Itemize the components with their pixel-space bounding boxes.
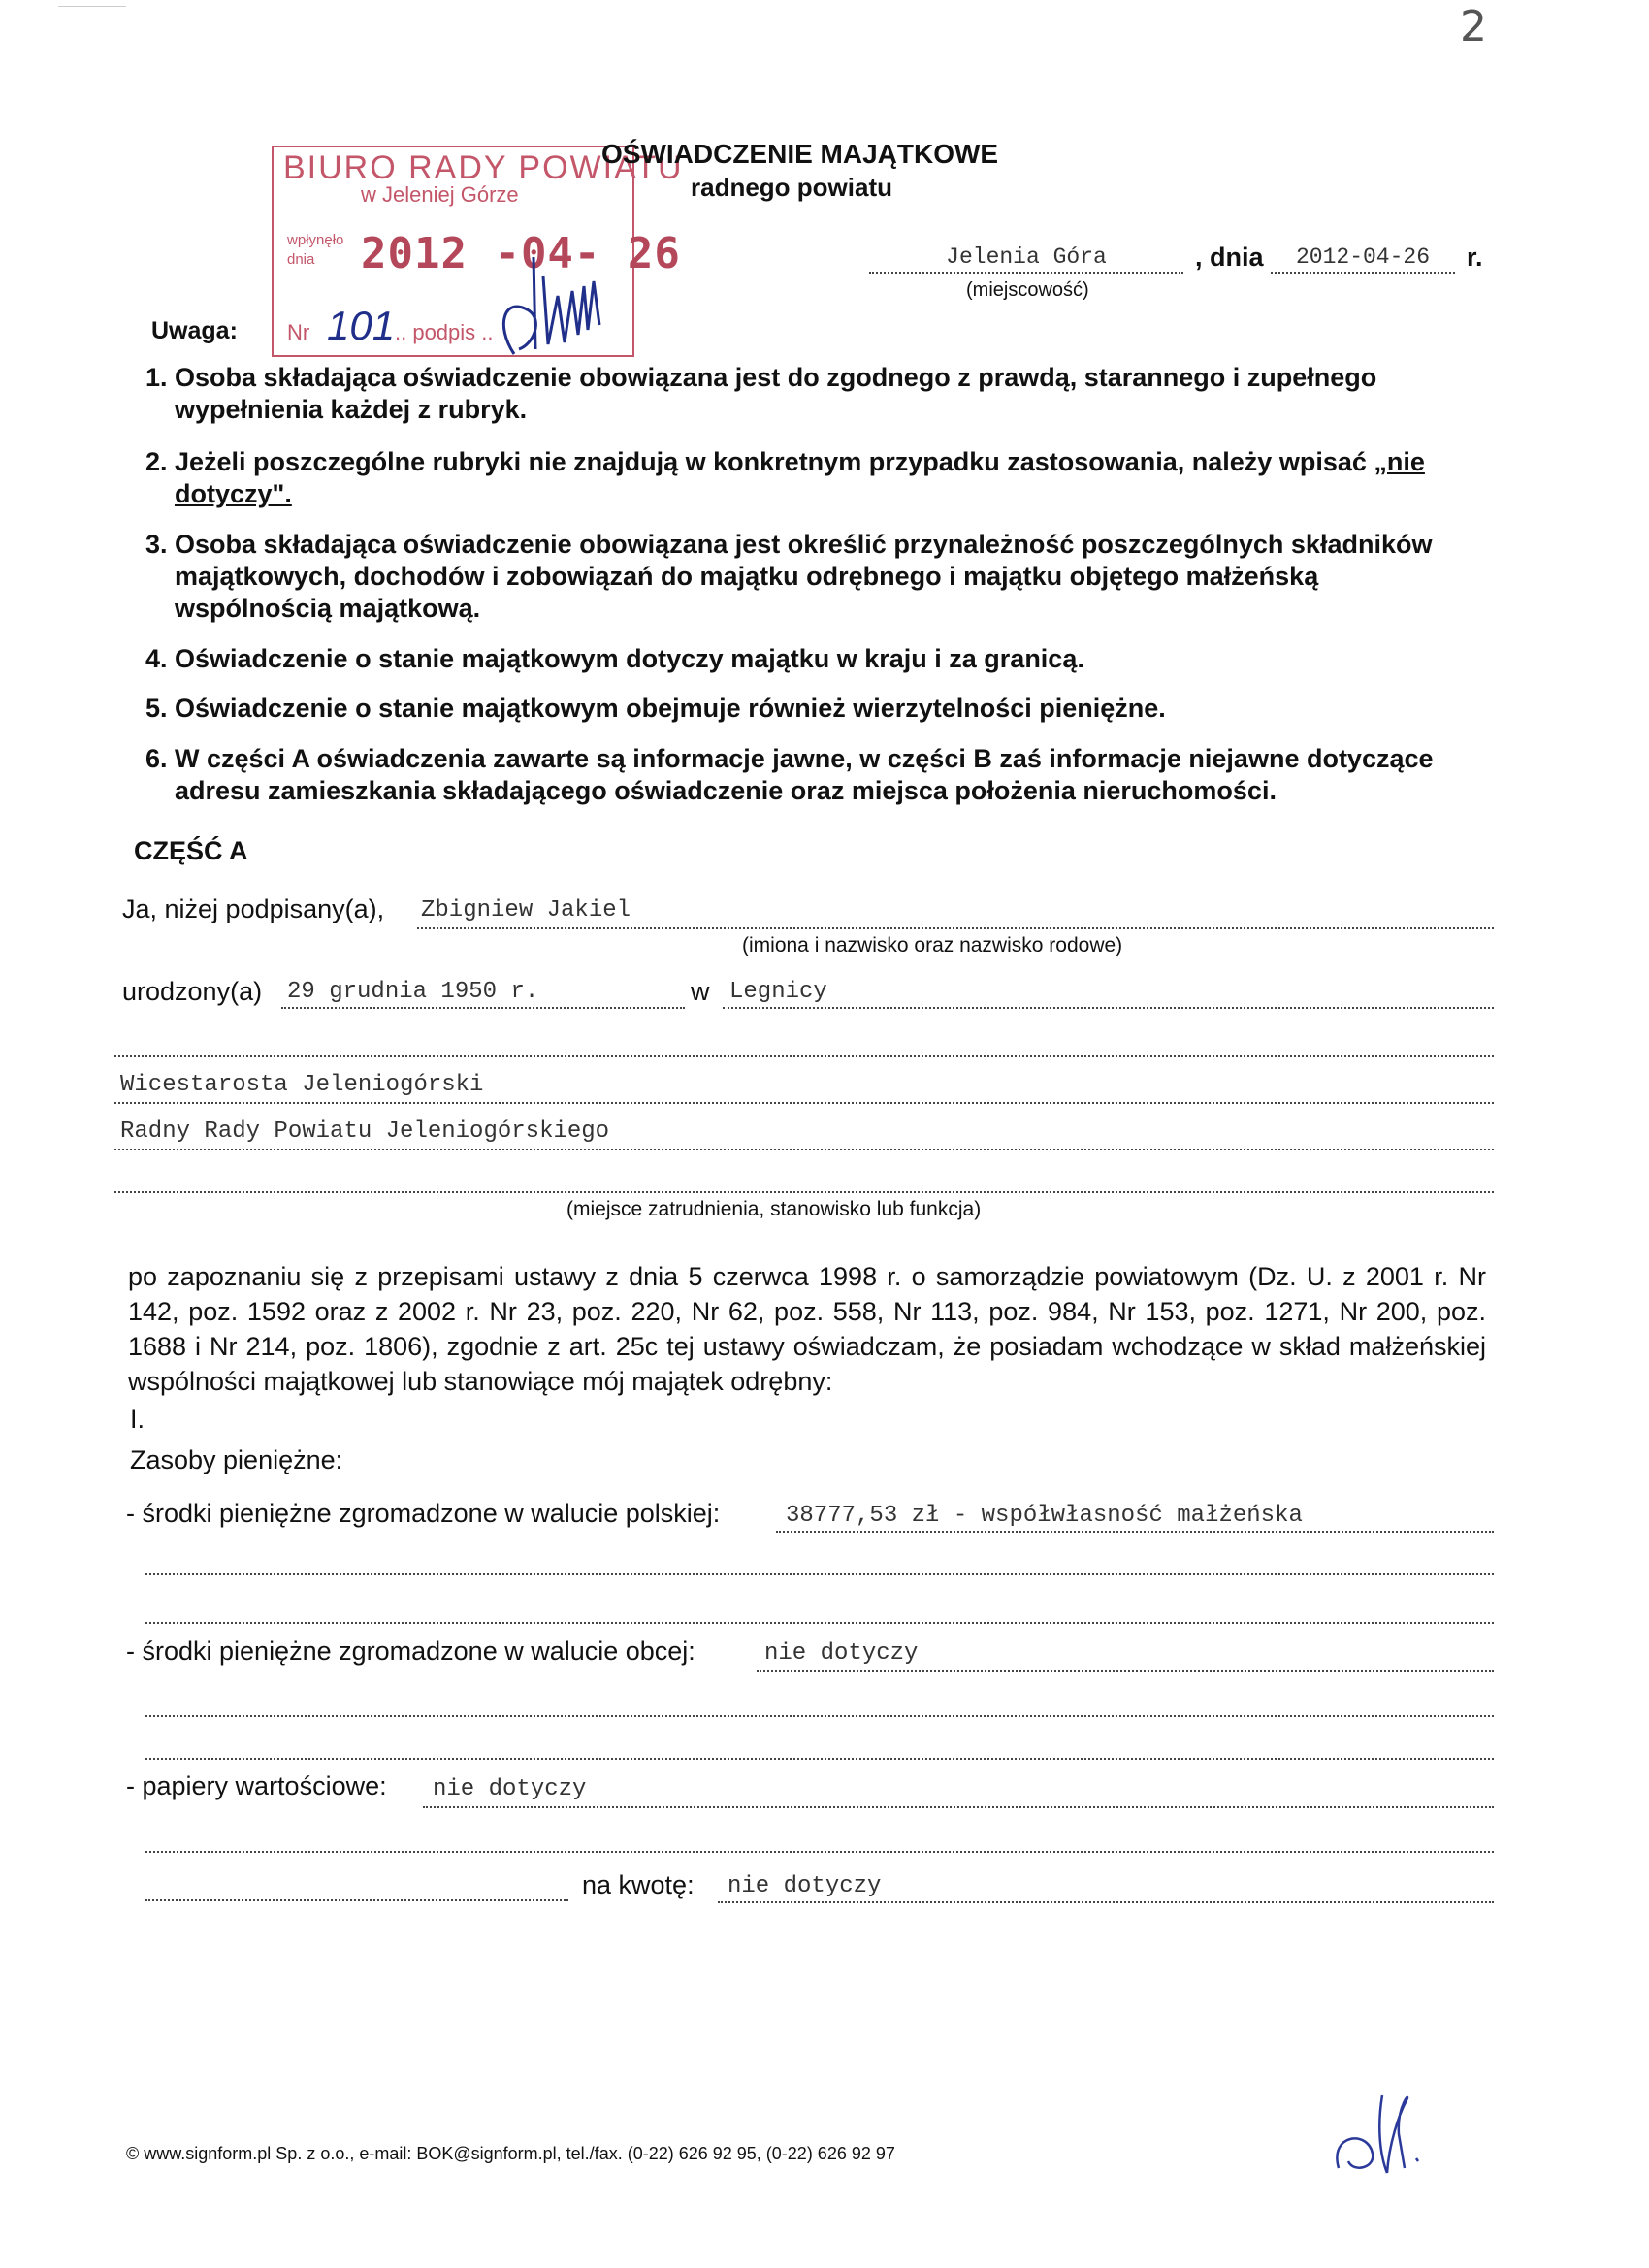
blank-line [146, 1758, 1494, 1760]
scan-mark [58, 6, 126, 20]
stamp-title: BIURO RADY POWIATU [283, 149, 684, 186]
section-numeral: I. [130, 1405, 146, 1434]
employment-caption: (miejsce zatrudnienia, stanowisko lub funkcja) [566, 1198, 982, 1220]
declarant-name: Zbigniew Jakiel [421, 897, 631, 923]
blank-line [146, 1573, 1494, 1575]
birth-date: 29 grudnia 1950 r. [287, 979, 539, 1005]
blank-line [146, 1622, 1494, 1624]
date-field: 2012-04-26 [1271, 244, 1455, 274]
blank-line [146, 1899, 568, 1901]
year-suffix: r. [1467, 243, 1483, 272]
handwritten-signature [475, 238, 621, 373]
declaration-paragraph: po zapoznaniu się z przepisami ustawy z dnia 5 czerwca 1998 r. o samorządzie powiatowym (Dz. U. z 2001 r. Nr 142, poz. 1592 oraz z 2002 r. Nr 23, poz. 220, Nr 62, poz. 558, Nr 113, poz. 984, Nr 153, poz. 1271, Nr 200, poz. 1688 i Nr 214, poz. 1806), zgodnie z art. 25c tej ustawy oświadczam, że posiadam wchodzące w skład małżeńskiej wspólności majątkowej lub stanowiące mój majątek odrębny: [128, 1262, 1486, 1396]
foreign-funds-value: nie dotyczy [764, 1640, 919, 1667]
stamp-received-label: wpłynęło dnia [287, 232, 344, 268]
stamp-number-value: 101 [327, 303, 396, 348]
securities-value: nie dotyczy [433, 1776, 587, 1802]
amount-line [718, 1901, 1494, 1903]
pln-funds-line [776, 1531, 1494, 1533]
document-title: OŚWIADCZENIE MAJĄTKOWE [601, 139, 999, 169]
employment-rule-2 [114, 1149, 1494, 1150]
blank-line [146, 1715, 1494, 1717]
note-item: 2. Jeżeli poszczególne rubryki nie znajdują w konkretnym przypadku zastosowania, należy wpisać „nie dotyczy". [146, 447, 1425, 508]
page-number: 2 [1460, 2, 1487, 51]
note-item: 5. Oświadczenie o stanie majątkowym obejmuje również wierzytelności pieniężne. [146, 694, 1166, 723]
amount-value: nie dotyczy [728, 1873, 882, 1899]
date-label: , dnia [1195, 243, 1264, 272]
employment-line-1: Wicestarosta Jeleniogórski [120, 1072, 484, 1098]
stamp-subtitle: w Jeleniej Górze [361, 182, 519, 207]
foreign-funds-label: - środki pieniężne zgromadzone w walucie obcej: [126, 1636, 695, 1666]
blank-line [114, 1055, 1494, 1057]
section-heading: CZĘŚĆ A [134, 836, 248, 865]
note-item: 3. Osoba składająca oświadczenie obowiązana jest określić przynależność poszczególnych składników majątkowych, dochodów i zobowiązań do majątku odrębnego i majątku objętego małżeńską wspólnością majątkową. [146, 530, 1433, 623]
blank-line [146, 1851, 1494, 1853]
note-heading: Uwaga: [151, 317, 238, 344]
birth-date-line [281, 1007, 685, 1009]
note-item: 6. W części A oświadczenia zawarte są informacje jawne, w części B zaś informacje niejawne dotyczące adresu zamieszkania składającego oświadczenie oraz miejsca położenia nieruchomości. [146, 744, 1434, 805]
declarant-label: Ja, niżej podpisany(a), [122, 894, 385, 923]
note-item: 4. Oświadczenie o stanie majątkowym dotyczy majątku w kraju i za granicą. [146, 644, 1084, 673]
foreign-funds-line [757, 1670, 1494, 1672]
amount-label: na kwotę: [582, 1870, 695, 1899]
securities-label: - papiery wartościowe: [126, 1771, 387, 1800]
place-caption: (miejscowość) [966, 279, 1089, 301]
employment-rule-1 [114, 1102, 1494, 1104]
stamp-date: 2012 -04- 26 [361, 229, 681, 278]
name-line [417, 927, 1494, 929]
birth-place: Legnicy [729, 979, 827, 1005]
pln-funds-value: 38777,53 zł - współwłasność małżeńska [786, 1503, 1303, 1529]
birth-place-line [723, 1007, 1494, 1009]
place-field: Jelenia Góra [869, 244, 1183, 274]
stamp-number-label: Nr [287, 320, 310, 344]
employment-line-2: Radny Rady Powiatu Jeleniogórskiego [120, 1118, 610, 1145]
section-heading: Zasoby pieniężne: [130, 1445, 343, 1474]
birth-place-label: w [691, 977, 710, 1006]
name-caption: (imiona i nazwisko oraz nazwisko rodowe) [742, 934, 1123, 956]
document-subtitle: radnego powiatu [691, 173, 892, 202]
blank-line [114, 1191, 1494, 1193]
pln-funds-label: - środki pieniężne zgromadzone w walucie polskiej: [126, 1499, 721, 1528]
footer-publisher: © www.signform.pl Sp. z o.o., e-mail: BOK@signform.pl, tel./fax. (0-22) 626 92 95, (0-22) 626 92 97 [126, 2144, 895, 2163]
handwritten-initials [1329, 2076, 1465, 2183]
stamp-signature-label: .. podpis .. [395, 320, 494, 344]
birth-label: urodzony(a) [122, 977, 263, 1006]
securities-line [423, 1806, 1494, 1808]
note-item: 1. Osoba składająca oświadczenie obowiązana jest do zgodnego z prawdą, starannego i zupełnego wypełnienia każdej z rubryk. [146, 363, 1377, 424]
